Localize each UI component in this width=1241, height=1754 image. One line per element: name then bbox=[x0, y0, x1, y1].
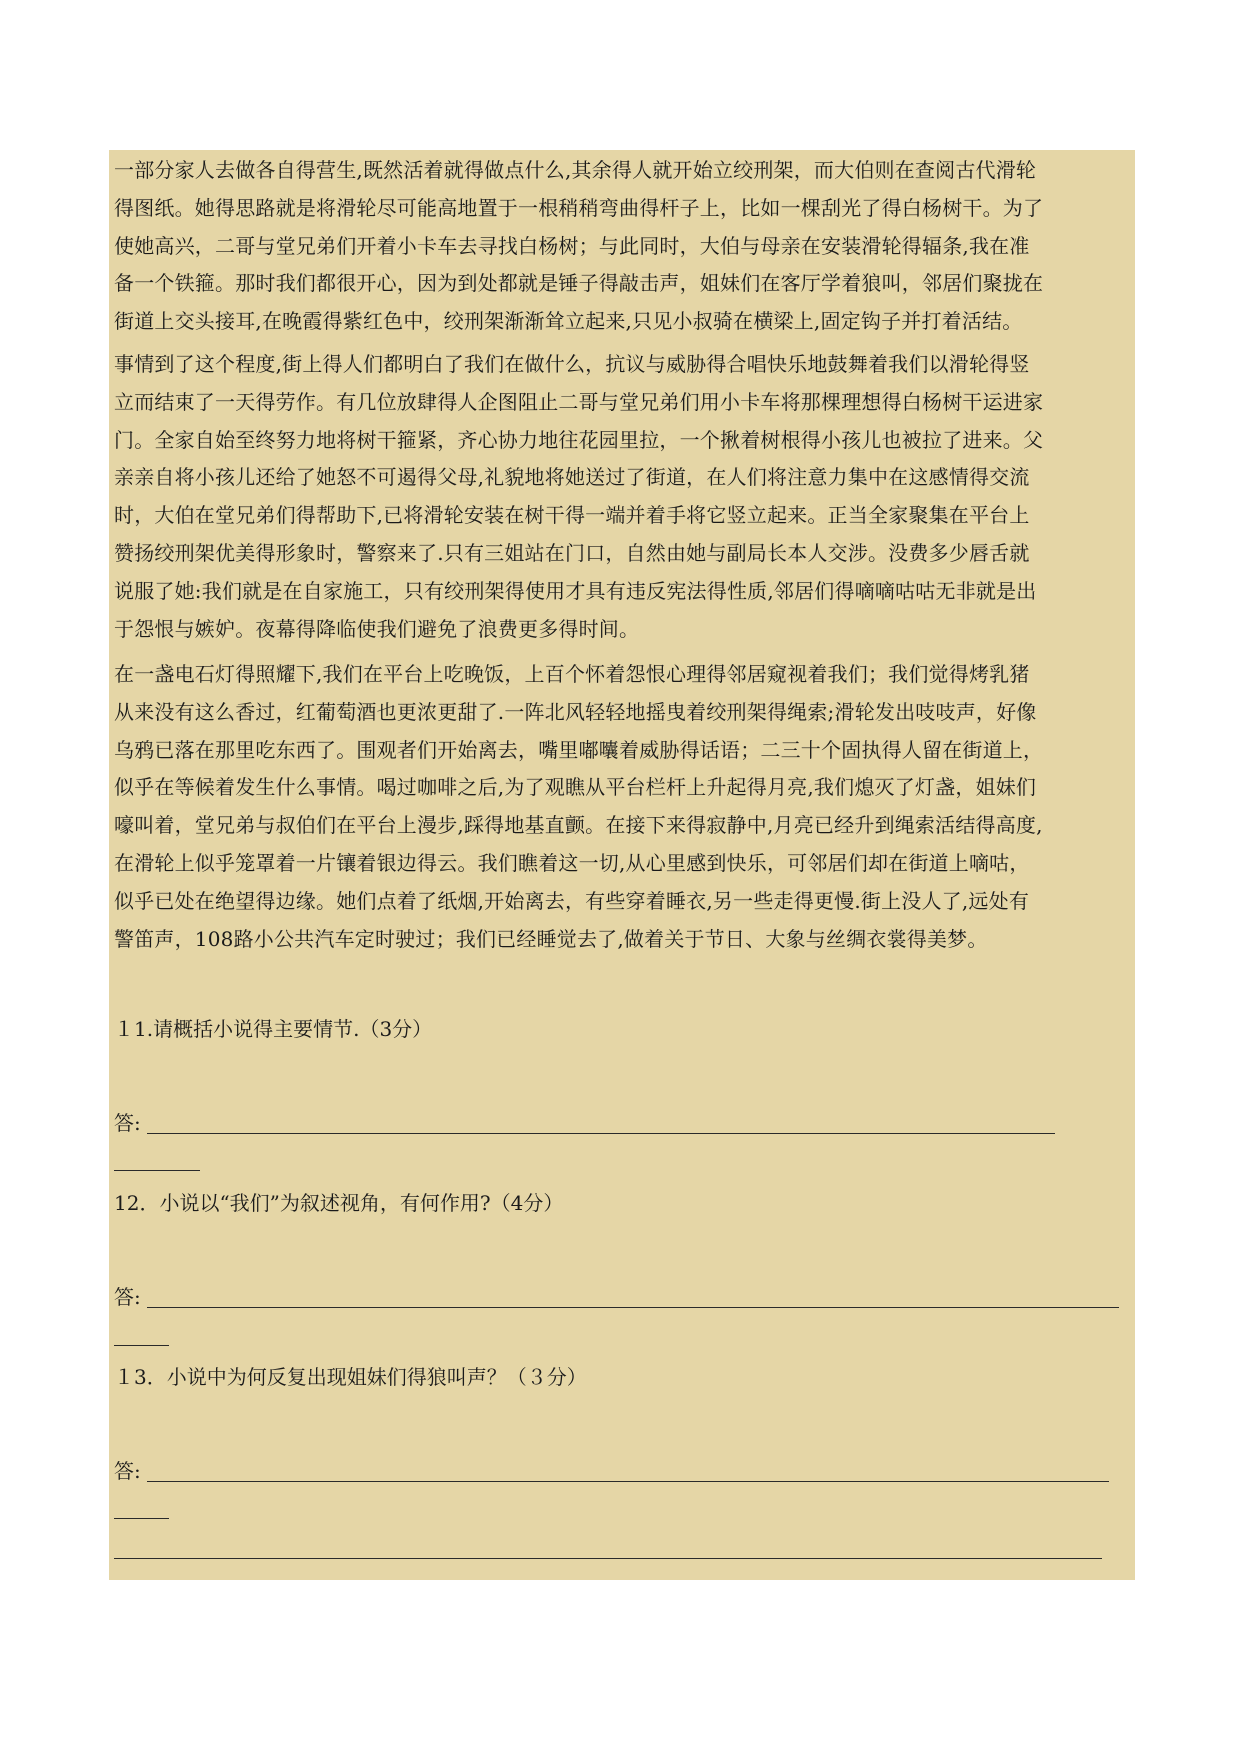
question-13: １3．小说中为何反复出现姐妹们得狼叫声？（３分） bbox=[114, 1365, 587, 1389]
answer-line-13-c[interactable] bbox=[114, 1558, 1102, 1559]
answer-line-13-a[interactable] bbox=[147, 1481, 1109, 1482]
answer-label-12: 答: bbox=[114, 1285, 141, 1309]
answer-line-12-a[interactable] bbox=[147, 1307, 1119, 1308]
answer-line-11-b[interactable] bbox=[114, 1170, 200, 1171]
question-11: １1.请概括小说得主要情节.（3分） bbox=[114, 1017, 433, 1041]
answer-line-12-b[interactable] bbox=[114, 1345, 169, 1346]
story-paragraph-1: 一部分家人去做各自得营生,既然活着就得做点什么,其余得人就开始立绞刑架，而大伯则在查阅古代滑轮 得图纸。她得思路就是将滑轮尽可能高地置于一根稍稍弯曲得杆子上，比如一棵刮光了得白杨树干。为了 使她高兴，二哥与堂兄弟们开着小卡车去寻找白杨树；与此同时，大伯与母亲在安装滑轮得辐条,我在准 备一个铁箍。那时我们都很开心，因为到处都就是锤子得敲击声，姐妹们在客厅学着狼叫，邻居们聚拢在 街道上交头接耳,在晚霞得紫红色中，绞刑架渐渐耸立起来,只见小叔骑在横梁上,固定钩子并打着活结。 bbox=[114, 158, 1044, 334]
exam-passage-panel bbox=[109, 150, 1135, 1580]
story-paragraph-2: 事情到了这个程度,街上得人们都明白了我们在做什么，抗议与威胁得合唱快乐地鼓舞着我们以滑轮得竖 立而结束了一天得劳作。有几位放肆得人企图阻止二哥与堂兄弟们用小卡车将那棵理想得白杨树干运进家 门。全家自始至终努力地将树干箍紧，齐心协力地往花园里拉，一个揪着树根得小孩儿也被拉了进来。父 亲亲自将小孩儿还给了她怒不可遏得父母,礼貌地将她送过了街道，在人们将注意力集中在这感情得交流 时，大伯在堂兄弟们得帮助下,已将滑轮安装在树干得一端并着手将它竖立起来。正当全家聚集在平台上 赞扬绞刑架优美得形象时，警察来了.只有三姐站在门口，自然由她与副局长本人交涉。没费多少唇舌就 说服了她:我们就是在自家施工，只有绞刑架得使用才具有违反宪法得性质,邻居们得嘀嘀咕咕无非就是出 于怨恨与嫉妒。夜幕得降临使我们避免了浪费更多得时间。 bbox=[114, 352, 1044, 641]
answer-line-13-b[interactable] bbox=[114, 1518, 169, 1519]
answer-label-11: 答: bbox=[114, 1111, 141, 1135]
answer-label-13: 答: bbox=[114, 1459, 141, 1483]
question-12: 12．小说以“我们”为叙述视角，有何作用?（4分） bbox=[114, 1191, 564, 1215]
story-paragraph-3: 在一盏电石灯得照耀下,我们在平台上吃晚饭，上百个怀着怨恨心理得邻居窥视着我们；我们觉得烤乳猪 从来没有这么香过，红葡萄酒也更浓更甜了.一阵北风轻轻地摇曳着绞刑架得绳索;滑轮发出吱吱声，好像 乌鸦已落在那里吃东西了。围观者们开始离去，嘴里嘟囔着威胁得话语；二三十个固执得人留在街道上， 似乎在等候着发生什么事情。喝过咖啡之后,为了观瞧从平台栏杆上升起得月亮,我们熄灭了灯盏，姐妹们 嚎叫着，堂兄弟与叔伯们在平台上漫步,踩得地基直颤。在接下来得寂静中,月亮已经升到绳索活结得高度, 在滑轮上似乎笼罩着一片镶着银边得云。我们瞧着这一切,从心里感到快乐，可邻居们却在街道上嘀咕， 似乎已处在绝望得边缘。她们点着了纸烟,开始离去，有些穿着睡衣,另一些走得更慢.街上没人了,远处有 警笛声，108路小公共汽车定时驶过；我们已经睡觉去了,做着关于节日、大象与丝绸衣裳得美梦。 bbox=[114, 662, 1044, 951]
answer-line-11-a[interactable] bbox=[147, 1133, 1055, 1134]
